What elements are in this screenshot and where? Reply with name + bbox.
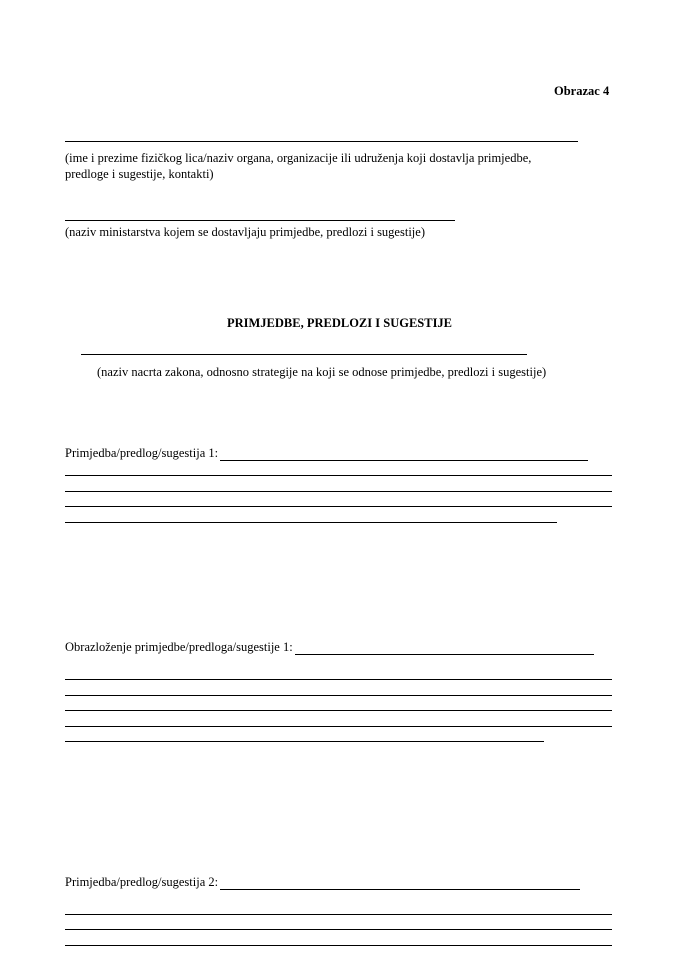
- section-explanation-1-line[interactable]: [65, 710, 612, 711]
- section-explanation-1-line[interactable]: [65, 741, 544, 742]
- section-remark-1: [65, 445, 588, 461]
- section-remark-1-line[interactable]: [65, 506, 612, 507]
- ministry-input-line[interactable]: [65, 220, 455, 221]
- ministry-caption: (naziv ministarstva kojem se dostavljaju primjedbe, predlozi i sugestije): [65, 225, 425, 239]
- section-remark-2-line[interactable]: [65, 914, 612, 915]
- section-remark-2-line[interactable]: [65, 945, 612, 946]
- section-remark-2-line[interactable]: [65, 929, 612, 930]
- section-explanation-1-line[interactable]: [65, 679, 612, 680]
- submitter-input-line[interactable]: [65, 141, 578, 142]
- section-remark-2-label: Primjedba/predlog/sugestija 2:: [65, 875, 219, 889]
- page-title: PRIMJEDBE, PREDLOZI I SUGESTIJE: [226, 316, 453, 330]
- submitter-caption-line1: (ime i prezime fizičkog lica/naziv organa, organizacije ili udruženja koji dostavlja primjedbe,: [65, 151, 532, 165]
- section-remark-1-label: Primjedba/predlog/sugestija 1:: [65, 446, 219, 460]
- section-explanation-1-line[interactable]: [65, 695, 612, 696]
- section-explanation-1-line[interactable]: [65, 726, 612, 727]
- submitter-caption-line2: predloge i sugestije, kontakti): [65, 167, 214, 181]
- section-remark-2: [65, 874, 580, 890]
- section-remark-1-line[interactable]: [65, 491, 612, 492]
- section-explanation-1-first-line[interactable]: [295, 642, 594, 655]
- draft-name-input-line[interactable]: [81, 354, 527, 355]
- section-remark-1-line[interactable]: [65, 522, 557, 523]
- section-explanation-1-label: Obrazloženje primjedbe/predloga/sugestije 1:: [65, 640, 293, 654]
- section-explanation-1: [65, 639, 594, 655]
- form-number: Obrazac 4: [554, 84, 610, 98]
- section-remark-1-line[interactable]: [65, 475, 612, 476]
- section-remark-2-first-line[interactable]: [220, 877, 580, 890]
- section-remark-1-first-line[interactable]: [220, 448, 588, 461]
- draft-caption: (naziv nacrta zakona, odnosno strategije na koji se odnose primjedbe, predlozi i sugestije): [97, 365, 547, 379]
